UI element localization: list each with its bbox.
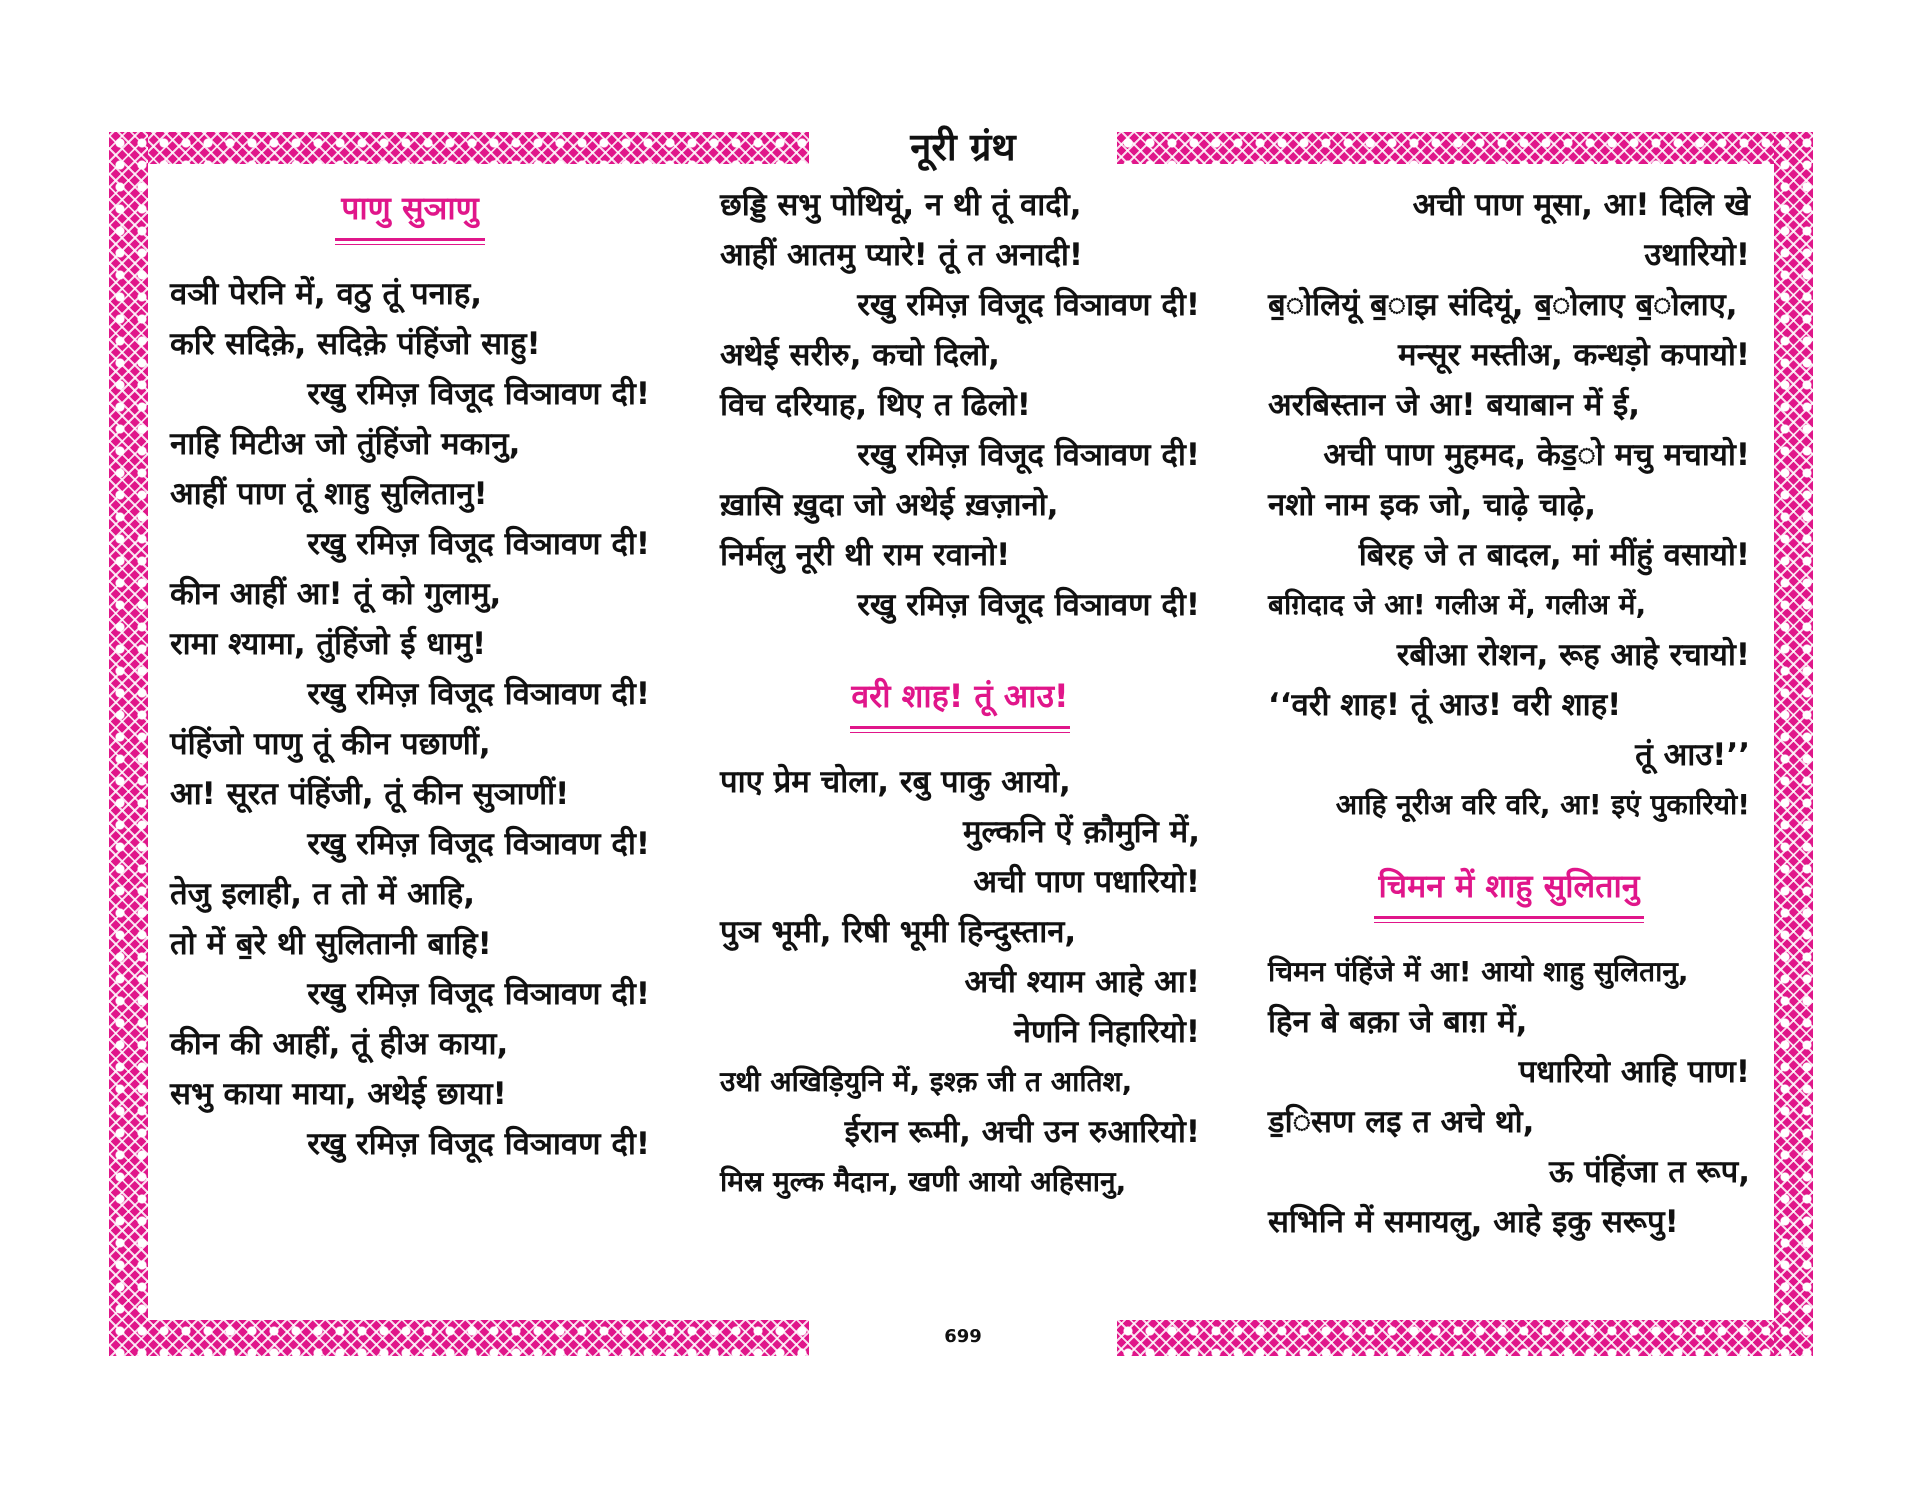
decorative-border-top-right [1117, 132, 1813, 164]
verse-line: चिमन पंहिंजे में आ! आयो शाहु सुलितानु, [1268, 955, 1689, 988]
refrain-line: रखु रमिज़ विजूद विञावण दी! [307, 676, 650, 712]
decorative-border-bottom-right [1117, 1320, 1813, 1356]
column-2 [720, 180, 1200, 1207]
verse-line: ड॒िसण लइ त अचे थो, [1268, 1104, 1535, 1140]
page-number: 699 [944, 1326, 982, 1347]
verse-line: निर्मलु नूरी थी राम रवानो! [720, 537, 1011, 573]
verse-line: ख़ासि ख़ुदा जो अथेई ख़ज़ानो, [720, 487, 1059, 523]
column-3 [1268, 180, 1750, 1247]
refrain-line: रखु रमिज़ विजूद विञावण दी! [307, 526, 650, 562]
verse-line: आहि नूरीअ वरि वरि, आ! इएं पुकारियो! [1335, 788, 1750, 821]
verse-line: अची पाण मूसा, आ! दिलि खे [1412, 187, 1750, 223]
heading-underline-thin [850, 732, 1070, 733]
refrain-line: रखु रमिज़ विजूद विञावण दी! [857, 437, 1200, 473]
verse-line: अरबिस्तान जे आ! बयाबान में ई, [1268, 387, 1641, 423]
verse-line: तेजु इलाही, त तो में आहि, [170, 876, 476, 912]
decorative-border-bottom-left [109, 1320, 809, 1356]
verse-line: ब॒ोलियूं ब॒ाझ संदियूं, ब॒ोलाए ब॒ोलाए, [1268, 287, 1738, 323]
refrain-line: रखु रमिज़ विजूद विञावण दी! [307, 976, 650, 1012]
heading-underline-thin [335, 244, 485, 245]
verse-line: उथी अखिड़ियुनि में, इश्क़ जी त आतिश, [720, 1065, 1133, 1098]
poem-heading-block [170, 186, 650, 245]
verse-line: बिरह जे त बादल, मां मींहुं वसायो! [1358, 537, 1750, 573]
column-1 [170, 180, 650, 1169]
poem-heading: वरी शाह! तूं आउ! [851, 677, 1069, 715]
verse-line: मन्सूर मस्तीअ, कन्धड़ो कपायो! [1398, 337, 1750, 373]
refrain-line: रखु रमिज़ विजूद विञावण दी! [307, 376, 650, 412]
poem-heading-block [720, 674, 1200, 733]
heading-underline [850, 726, 1070, 729]
poem-heading: पाणु सुञाणु [341, 189, 479, 227]
verse-line: करि सदिक़े, सदिक़े पंहिंजो साहु! [170, 326, 541, 362]
heading-underline [1374, 916, 1644, 919]
verse-line: हिन बे बक़ा जे बाग़ में, [1268, 1004, 1528, 1040]
verse-line: विच दरियाह, थिए त ढिलो! [720, 387, 1031, 423]
verse-line: मिस्र मुल्क मैदान, खणी आयो अहिसानु, [720, 1165, 1127, 1198]
poem-heading: चिमन में शाहु सुलितानु [1378, 867, 1640, 905]
verse-line: कीन आहीं आ! तूं को गुलामु, [170, 576, 502, 612]
verse-line: आहीं पाण तूं शाहु सुलितानु! [170, 476, 488, 512]
verse-line: अथेई सरीरु, कचो दिलो, [720, 337, 1000, 373]
verse-line: सभु काया माया, अथेई छाया! [170, 1076, 507, 1112]
refrain-line: रखु रमिज़ विजूद विञावण दी! [857, 587, 1200, 623]
verse-line: पुञ भूमी, रिषी भूमी हिन्दुस्तान, [720, 914, 1077, 950]
verse-line: उथारियो! [1644, 237, 1750, 273]
verse-line: ‘‘वरी शाह! तूं आउ! वरी शाह! [1268, 687, 1622, 723]
heading-underline-thin [1374, 922, 1644, 923]
refrain-line: रखु रमिज़ विजूद विञावण दी! [307, 1126, 650, 1162]
verse-line: तूं आउ!’’ [1635, 737, 1750, 773]
verse-line: रबीआ रोशन, रूह आहे रचायो! [1396, 637, 1750, 673]
verse-line: नशो नाम इक जो, चाढ़े चाढ़े, [1268, 487, 1596, 523]
refrain-line: रखु रमिज़ विजूद विञावण दी! [857, 287, 1200, 323]
verse-line: नाहि मिटीअ जो तुंहिंजो मकानु, [170, 426, 521, 462]
verse-line: रामा श्यामा, तुंहिंजो ई धामु! [170, 626, 487, 662]
verse-line: पाए प्रेम चोला, रबु पाकु आयो, [720, 764, 1071, 800]
verse-line: अची श्याम आहे आ! [964, 964, 1200, 1000]
verse-line: आ! सूरत पंहिंजी, तूं कीन सुञाणीं! [170, 776, 570, 812]
verse-line: पंहिंजो पाणु तूं कीन पछाणीं, [170, 726, 491, 762]
verse-line: छड्डि सभु पोथियूं, न थी तूं वादी, [720, 187, 1082, 223]
verse-line: अची पाण मुहमद, केड॒ो मचु मचायो! [1323, 437, 1750, 473]
decorative-border-left [109, 132, 148, 1356]
decorative-border-top-left [109, 132, 809, 164]
verse-line: सभिनि में समायलु, आहे इकु सरूपु! [1268, 1204, 1679, 1240]
verse-line: ईरान रूमी, अची उन रुआरियो! [844, 1114, 1200, 1150]
refrain-line: रखु रमिज़ विजूद विञावण दी! [307, 826, 650, 862]
decorative-border-right [1774, 132, 1813, 1356]
verse-line: कीन की आहीं, तूं हीअ काया, [170, 1026, 509, 1062]
verse-line: आहीं आतमु प्यारे! तूं त अनादी! [720, 237, 1084, 273]
verse-line: वञी पेरनि में, वठु तूं पनाह, [170, 276, 483, 312]
verse-line: तो में ब॒रे थी सुलितानी बाहि! [170, 926, 492, 962]
book-title: नूरी ग्रंथ [910, 125, 1016, 169]
verse-line: मुल्कनि ऐं क़ौमुनि में, [962, 814, 1200, 850]
verse-line: नेणनि निहारियो! [1013, 1014, 1200, 1050]
verse-line: अची पाण पधारियो! [973, 864, 1200, 900]
verse-line: बग़िदाद जे आ! गलीअ में, गलीअ में, [1268, 588, 1647, 621]
poem-heading-block [1268, 864, 1750, 923]
verse-line: ऊ पंहिंजा त रूप, [1549, 1154, 1750, 1190]
heading-underline [335, 238, 485, 241]
verse-line: पधारियो आहि पाण! [1518, 1054, 1750, 1090]
